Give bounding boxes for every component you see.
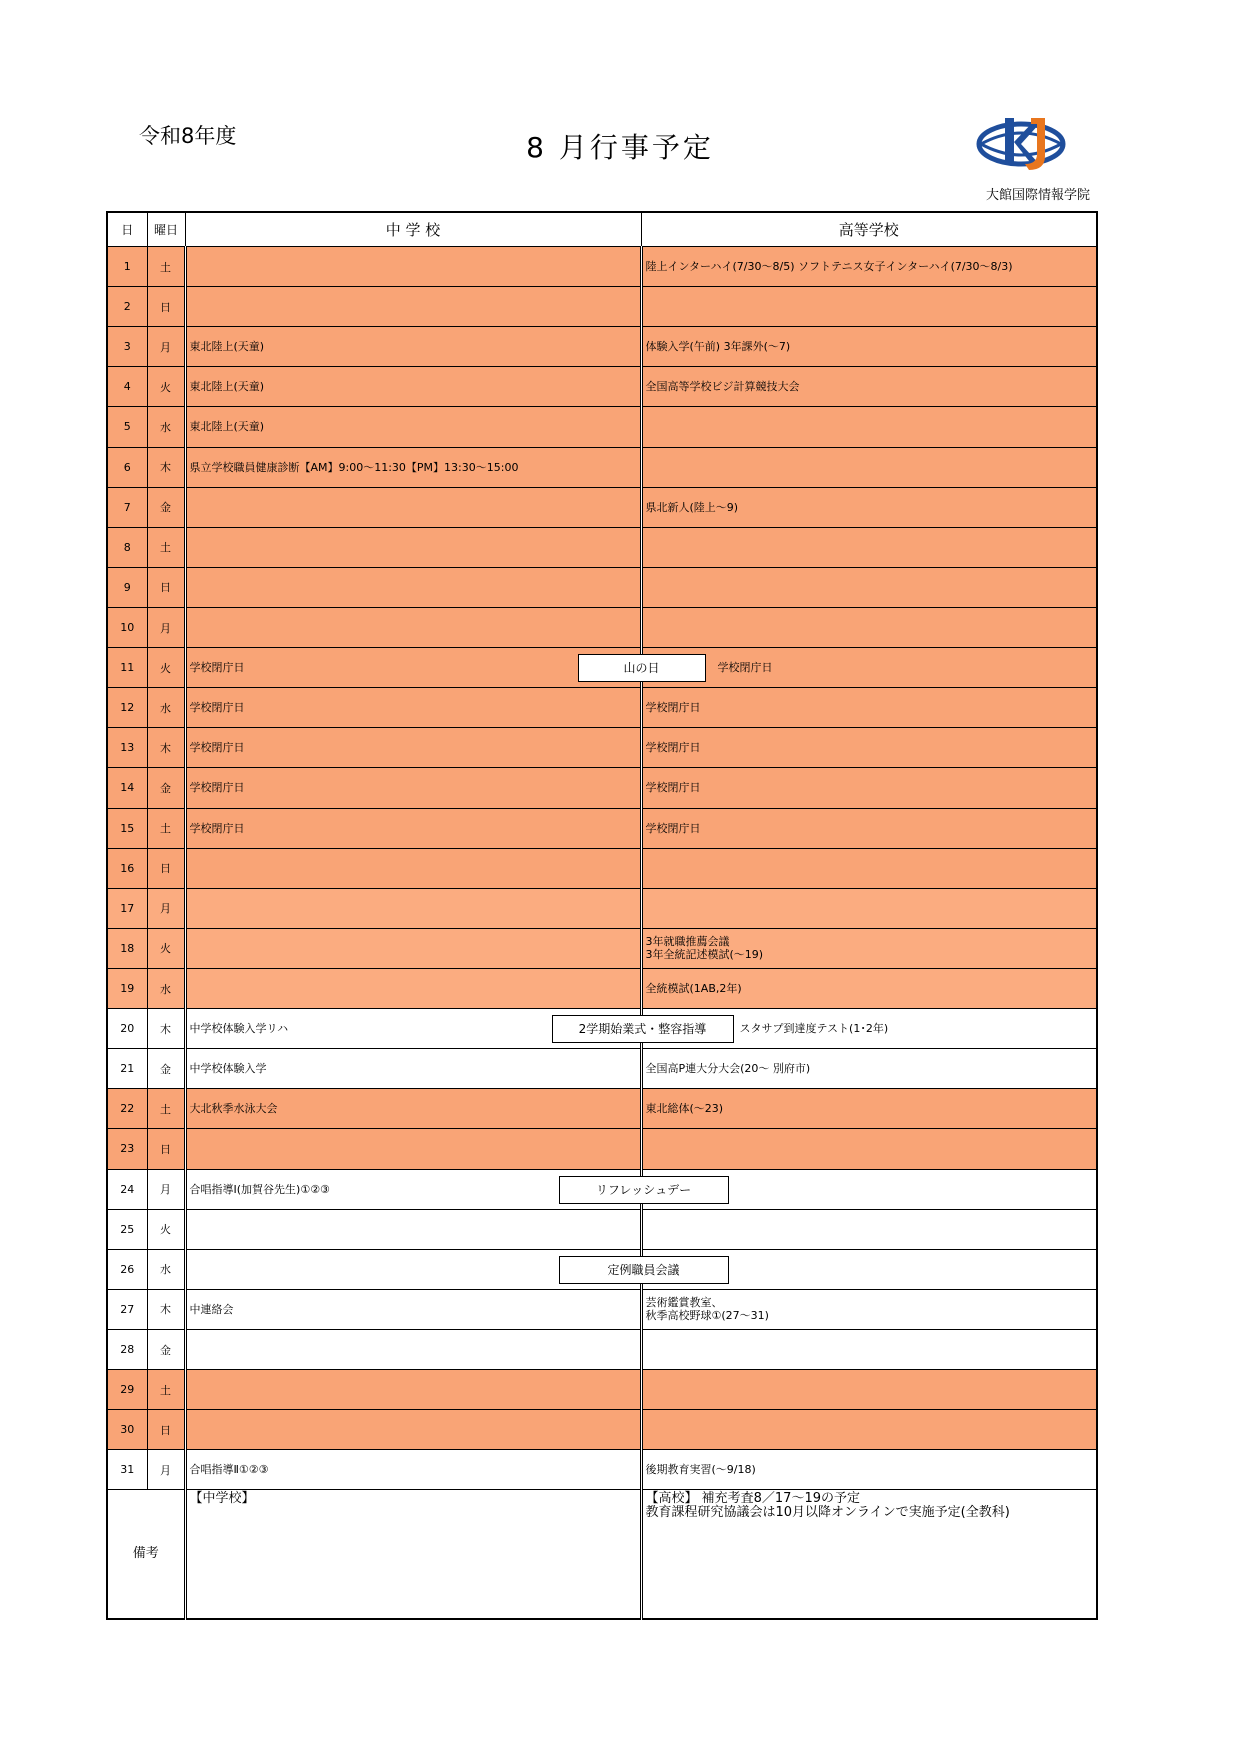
weekday-text: 月	[160, 340, 171, 354]
event-calendar-table	[106, 211, 1098, 1620]
day-number	[107, 848, 147, 888]
school-name: 大館国際情報学院	[985, 188, 1090, 203]
junior-high-event-text: 大北秋季水泳大会	[189, 1102, 278, 1116]
junior-high-event	[185, 888, 641, 928]
weekday-text: 月	[160, 621, 171, 635]
high-school-event	[641, 1049, 1097, 1089]
day-number	[107, 1410, 147, 1450]
high-school-column-header: 高等学校	[641, 212, 1097, 247]
table-row	[107, 1089, 1097, 1129]
table-row	[107, 1009, 1097, 1049]
weekday	[147, 247, 185, 287]
day-number	[107, 1129, 147, 1169]
day-number-text: 26	[120, 1262, 135, 1276]
junior-high-event	[185, 1410, 641, 1450]
high-school-event-text: 陸上インターハイ(7/30～8/5) ソフトテニス女子インターハイ(7/30～8/3)	[645, 260, 1013, 274]
junior-high-event	[185, 567, 641, 607]
high-school-event	[641, 1129, 1097, 1169]
day-number-text: 5	[123, 420, 131, 434]
high-school-event	[641, 888, 1097, 928]
weekday	[147, 728, 185, 768]
day-number	[107, 527, 147, 567]
junior-high-notes-text: 【中学校】	[189, 1491, 255, 1507]
day-number-text: 21	[120, 1062, 135, 1076]
table-row	[107, 407, 1097, 447]
high-school-event	[641, 1289, 1097, 1329]
table-row	[107, 1370, 1097, 1410]
notes-label	[107, 1490, 185, 1619]
junior-high-event	[185, 688, 641, 728]
weekday-text: 火	[160, 380, 171, 394]
weekday	[147, 1209, 185, 1249]
day-number-text: 28	[120, 1343, 135, 1356]
day-number-text: 25	[120, 1222, 135, 1236]
junior-high-event	[185, 968, 641, 1008]
junior-high-event-text: 学校閉庁日	[189, 781, 245, 795]
weekday	[147, 1289, 185, 1329]
day-number	[107, 1089, 147, 1129]
junior-high-event	[185, 327, 641, 367]
table-row	[107, 1329, 1097, 1369]
junior-high-event	[185, 367, 641, 407]
high-school-notes-line2: 教育課程研究協議会は10月以降オンラインで実施予定(全教科)	[645, 1505, 1010, 1521]
high-school-event-text: 学校閉庁日	[645, 701, 701, 715]
high-school-event	[641, 968, 1097, 1008]
table-row	[107, 848, 1097, 888]
day-number	[107, 1209, 147, 1249]
high-school-event	[641, 728, 1097, 768]
high-school-event-text: 芸術鑑賞教室、 秋季高校野球①(27～31)	[645, 1296, 769, 1323]
table-header-row	[107, 212, 1097, 247]
day-number-text: 23	[120, 1142, 135, 1156]
day-number	[107, 648, 147, 688]
day-number	[107, 888, 147, 928]
weekday	[147, 1049, 185, 1089]
high-school-event	[641, 1209, 1097, 1249]
high-school-event	[641, 407, 1097, 447]
table-row	[107, 968, 1097, 1008]
day-number-text: 17	[120, 901, 135, 915]
table-row	[107, 1450, 1097, 1490]
high-school-event-text: 全統模試(1AB,2年)	[645, 982, 742, 996]
high-school-event-text: 学校閉庁日	[645, 821, 701, 835]
junior-high-event-text: 学校閉庁日	[189, 661, 245, 675]
table-row	[107, 487, 1097, 527]
day-number	[107, 607, 147, 647]
day-number	[107, 1450, 147, 1490]
weekday-text: 日	[160, 300, 171, 314]
weekday-text: 木	[160, 461, 171, 475]
weekday	[147, 1089, 185, 1129]
high-school-event-text: 全国高等学校ビジ計算競技大会	[645, 380, 800, 394]
weekday-text: 金	[160, 1343, 171, 1357]
table-row	[107, 808, 1097, 848]
day-column-header: 日	[107, 212, 147, 247]
day-number	[107, 367, 147, 407]
notes-row	[107, 1490, 1097, 1619]
junior-high-event-text: 東北陸上(天童)	[189, 420, 265, 434]
high-school-event-text: 後期教育実習(～9/18)	[645, 1463, 756, 1477]
junior-high-event	[185, 1089, 641, 1129]
junior-high-column-header: 中 学 校	[185, 212, 641, 247]
high-school-event	[641, 1370, 1097, 1410]
junior-high-event	[185, 728, 641, 768]
junior-high-event-text: 中学校体験入学リハ	[189, 1022, 289, 1036]
junior-high-event-text: 学校閉庁日	[189, 821, 245, 835]
weekday-text: 月	[160, 1183, 171, 1197]
table-row	[107, 1410, 1097, 1450]
weekday	[147, 327, 185, 367]
junior-high-event	[185, 1169, 692, 1209]
junior-high-notes	[185, 1490, 641, 1619]
day-number-text: 31	[120, 1463, 135, 1477]
weekday-text: 金	[160, 1062, 171, 1076]
junior-high-event-text: 中学校体験入学	[189, 1062, 267, 1076]
table-row	[107, 648, 1097, 688]
weekday-text: 土	[160, 1383, 171, 1397]
junior-high-event	[185, 1370, 641, 1410]
day-number	[107, 407, 147, 447]
junior-high-event-text: 合唱指導Ⅰ(加賀谷先生)①②③	[189, 1182, 330, 1196]
day-number-text: 30	[120, 1423, 135, 1437]
weekday	[147, 367, 185, 407]
high-school-event-text: 東北総体(～23)	[645, 1102, 724, 1116]
day-number-text: 29	[120, 1383, 135, 1397]
high-school-event	[641, 327, 1097, 367]
weekday	[147, 808, 185, 848]
high-school-event	[641, 928, 1097, 968]
weekday	[147, 447, 185, 487]
day-number-text: 4	[123, 380, 131, 394]
day-number	[107, 327, 147, 367]
junior-high-event	[185, 1450, 641, 1490]
day-number-text: 3	[123, 340, 131, 354]
high-school-event	[641, 567, 1097, 607]
weekday-text: 木	[160, 1022, 171, 1036]
high-school-event	[641, 688, 1097, 728]
day-number	[107, 808, 147, 848]
table-row	[107, 607, 1097, 647]
weekday	[147, 1249, 185, 1289]
day-number-text: 9	[123, 580, 131, 594]
day-number	[107, 688, 147, 728]
weekday	[147, 1329, 185, 1369]
day-number	[107, 768, 147, 808]
day-number	[107, 928, 147, 968]
high-school-notes	[641, 1490, 1097, 1619]
weekday	[147, 487, 185, 527]
weekday	[147, 848, 185, 888]
weekday-text: 火	[160, 661, 171, 675]
high-school-event-text: 3年就職推薦会議 3年全統記述模試(～19)	[645, 935, 764, 962]
weekday	[147, 768, 185, 808]
weekday	[147, 648, 185, 688]
day-number	[107, 287, 147, 327]
junior-high-event	[185, 768, 641, 808]
table-row	[107, 728, 1097, 768]
table-row	[107, 1289, 1097, 1329]
term-opening-ceremony-label: 2学期始業式・整容指導	[552, 1015, 734, 1043]
table-row	[107, 247, 1097, 287]
junior-high-event	[185, 407, 641, 447]
day-number-text: 13	[120, 741, 135, 755]
weekday	[147, 1450, 185, 1490]
day-number	[107, 487, 147, 527]
day-number-text: 15	[120, 821, 135, 835]
table-row	[107, 567, 1097, 607]
weekday-text: 金	[160, 501, 171, 515]
weekday	[147, 1370, 185, 1410]
junior-high-event	[185, 607, 641, 647]
mountain-day-label: 山の日	[578, 654, 706, 682]
day-number	[107, 1009, 147, 1049]
junior-high-event	[185, 1209, 641, 1249]
weekday-text: 木	[160, 1303, 171, 1317]
junior-high-event	[185, 527, 641, 567]
table-row	[107, 928, 1097, 968]
table-row	[107, 327, 1097, 367]
weekday-text: 月	[160, 902, 171, 916]
day-number	[107, 247, 147, 287]
day-number-text: 7	[123, 500, 131, 514]
day-number-text: 18	[120, 941, 135, 955]
high-school-event	[641, 247, 1097, 287]
high-school-event-text: 体験入学(午前) 3年課外(～7)	[645, 340, 791, 354]
high-school-notes-line1: 【高校】 補充考査8／17～19の予定	[645, 1491, 860, 1507]
weekday-text: 土	[160, 822, 171, 836]
weekday	[147, 928, 185, 968]
high-school-event	[641, 848, 1097, 888]
table-row	[107, 1129, 1097, 1169]
day-number-text: 11	[120, 661, 135, 675]
high-school-event	[641, 648, 1097, 688]
junior-high-event-text: 合唱指導Ⅱ①②③	[189, 1463, 269, 1477]
high-school-event	[641, 1089, 1097, 1129]
junior-high-event	[185, 447, 641, 487]
table-row	[107, 688, 1097, 728]
day-number	[107, 567, 147, 607]
day-number-text: 12	[120, 701, 135, 715]
junior-high-event	[185, 1009, 707, 1049]
staff-meeting-label: 定例職員会議	[559, 1256, 729, 1284]
weekday-text: 水	[160, 1263, 171, 1277]
high-school-event	[641, 808, 1097, 848]
high-school-event-text: 学校閉庁日	[645, 781, 701, 795]
refresh-day-label: リフレッシュデー	[559, 1176, 729, 1204]
day-number	[107, 1049, 147, 1089]
junior-high-event	[185, 487, 641, 527]
weekday-column-header: 曜日	[147, 212, 185, 247]
school-logo	[975, 114, 1067, 174]
day-number-text: 6	[123, 460, 131, 474]
weekday	[147, 1169, 185, 1209]
junior-high-event	[185, 287, 641, 327]
high-school-event	[641, 1329, 1097, 1369]
high-school-event	[641, 768, 1097, 808]
junior-high-event	[185, 648, 660, 688]
table-row	[107, 1209, 1097, 1249]
day-number	[107, 1329, 147, 1369]
junior-high-event-text: 東北陸上(天童)	[189, 340, 265, 354]
day-number-text: 16	[120, 861, 135, 875]
high-school-event	[641, 1450, 1097, 1490]
day-number	[107, 1370, 147, 1410]
day-number	[107, 968, 147, 1008]
table-row	[107, 768, 1097, 808]
day-number-text: 22	[120, 1102, 135, 1116]
day-number	[107, 447, 147, 487]
fiscal-year: 令和8年度	[139, 124, 237, 148]
junior-high-event	[185, 1329, 641, 1369]
weekday-text: 金	[160, 781, 171, 795]
junior-high-event	[185, 1129, 641, 1169]
weekday	[147, 567, 185, 607]
high-school-event	[641, 447, 1097, 487]
day-number-text: 14	[120, 781, 135, 795]
junior-high-event	[185, 1049, 641, 1089]
high-school-event-text: 学校閉庁日	[717, 661, 773, 675]
weekday	[147, 968, 185, 1008]
weekday	[147, 1009, 185, 1049]
day-number	[107, 728, 147, 768]
junior-high-event	[185, 808, 641, 848]
weekday	[147, 1410, 185, 1450]
junior-high-event	[185, 1289, 641, 1329]
notes-label-text: 備考	[132, 1546, 159, 1562]
day-number-text: 24	[120, 1182, 135, 1196]
junior-high-event-text: 県立学校職員健康診断【AM】9:00～11:30【PM】13:30～15:00	[189, 460, 519, 474]
high-school-event	[641, 1410, 1097, 1450]
high-school-event-text: 学校閉庁日	[645, 741, 701, 755]
junior-high-event	[185, 848, 641, 888]
weekday-text: 水	[160, 982, 171, 996]
weekday	[147, 407, 185, 447]
table-row	[107, 1169, 1097, 1209]
day-number-text: 20	[120, 1022, 135, 1036]
table-row	[107, 287, 1097, 327]
weekday	[147, 607, 185, 647]
weekday-text: 土	[160, 1102, 171, 1116]
day-number-text: 2	[123, 300, 131, 314]
high-school-event-text: 全国高P連大分大会(20～ 別府市)	[645, 1062, 811, 1076]
weekday-text: 日	[160, 581, 171, 595]
weekday-text: 水	[160, 701, 171, 715]
table-row	[107, 1049, 1097, 1089]
high-school-event	[641, 487, 1097, 527]
table-row	[107, 447, 1097, 487]
high-school-event	[641, 527, 1097, 567]
day-number	[107, 1249, 147, 1289]
junior-high-event	[185, 1249, 680, 1289]
weekday	[147, 1129, 185, 1169]
weekday	[147, 287, 185, 327]
page-title: 8 月行事予定	[526, 131, 714, 164]
high-school-event-text: スタサプ到達度テスト(1･2年)	[739, 1022, 889, 1036]
day-number-text: 1	[123, 260, 131, 274]
high-school-event-text: 県北新人(陸上～9)	[645, 500, 739, 514]
high-school-event	[641, 607, 1097, 647]
day-number-text: 10	[120, 621, 135, 635]
weekday-text: 水	[160, 420, 171, 434]
day-number	[107, 1169, 147, 1209]
weekday-text: 日	[160, 862, 171, 876]
high-school-event	[641, 287, 1097, 327]
weekday-text: 土	[160, 260, 171, 274]
weekday	[147, 688, 185, 728]
weekday-text: 火	[160, 942, 171, 956]
day-number-text: 27	[120, 1302, 135, 1316]
day-number-text: 19	[120, 982, 135, 996]
junior-high-event-text: 学校閉庁日	[189, 741, 245, 755]
junior-high-event-text: 東北陸上(天童)	[189, 380, 265, 394]
high-school-event	[641, 367, 1097, 407]
weekday-text: 土	[160, 541, 171, 555]
junior-high-event	[185, 247, 641, 287]
weekday-text: 月	[160, 1463, 171, 1477]
weekday	[147, 888, 185, 928]
junior-high-event-text: 学校閉庁日	[189, 701, 245, 715]
weekday-text: 日	[160, 1142, 171, 1156]
day-number-text: 8	[123, 540, 131, 554]
table-row	[107, 1249, 1097, 1289]
table-row	[107, 888, 1097, 928]
table-row	[107, 527, 1097, 567]
weekday	[147, 527, 185, 567]
junior-high-event	[185, 928, 641, 968]
day-number	[107, 1289, 147, 1329]
table-row	[107, 367, 1097, 407]
weekday-text: 日	[160, 1423, 171, 1437]
junior-high-event-text: 中連絡会	[189, 1302, 234, 1316]
weekday-text: 木	[160, 741, 171, 755]
weekday-text: 火	[160, 1223, 171, 1237]
